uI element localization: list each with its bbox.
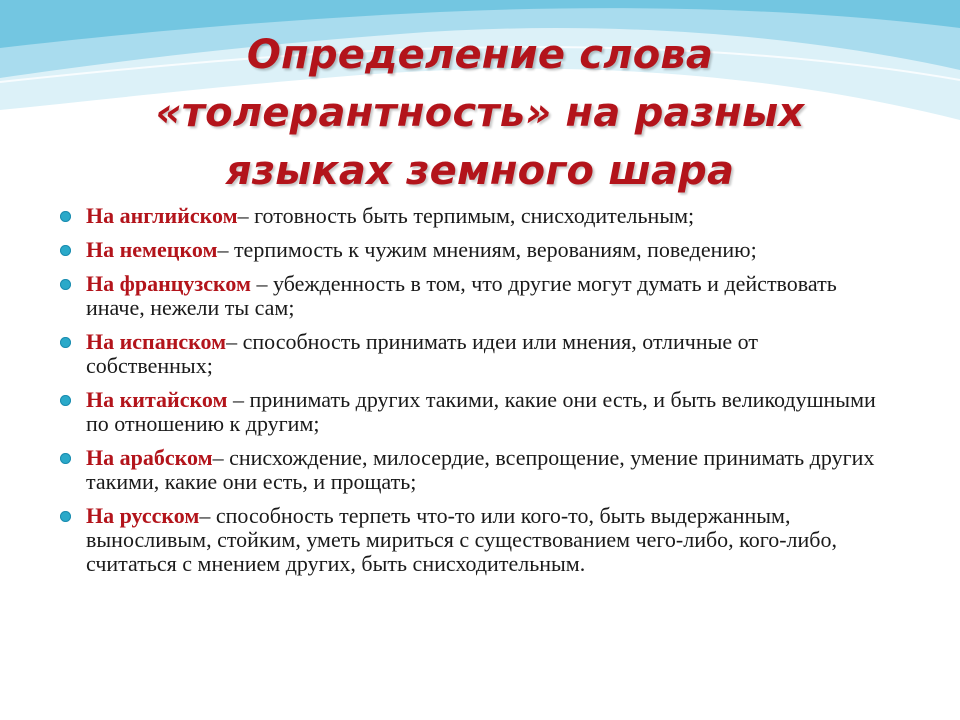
bullet-dot-icon bbox=[60, 511, 71, 522]
slide-title bbox=[80, 26, 880, 200]
definition-text: – снисхождение, милосердие, всепрощение, умение принимать других такими, какие они есть, и прощать; bbox=[86, 445, 875, 494]
language-name: На английском bbox=[86, 203, 238, 228]
definition-item-french bbox=[60, 272, 890, 320]
definition-item-english bbox=[60, 204, 890, 228]
definition-item-german bbox=[60, 238, 890, 262]
bullet-dot-icon bbox=[60, 337, 71, 348]
definition-text: – терпимость к чужим мнениям, верованиям, поведению; bbox=[217, 237, 757, 262]
definition-item-russian bbox=[60, 504, 890, 576]
bullet-dot-icon bbox=[60, 453, 71, 464]
definition-text: – готовность быть терпимым, снисходительным; bbox=[237, 203, 695, 228]
definition-item-spanish bbox=[60, 330, 890, 378]
title-line-2: «толерантность» на разных bbox=[155, 90, 805, 136]
title-line-1: Определение слова bbox=[246, 32, 714, 78]
language-name: На французском bbox=[86, 271, 251, 296]
language-name: На немецком bbox=[86, 237, 218, 262]
language-name: На испанском bbox=[86, 329, 227, 354]
definition-list bbox=[60, 204, 890, 586]
title-line-3: языках земного шара bbox=[225, 148, 735, 194]
definition-text: – способность принимать идеи или мнения, отличные от собственных; bbox=[86, 329, 759, 378]
bullet-dot-icon bbox=[60, 245, 71, 256]
definition-item-chinese bbox=[60, 388, 890, 436]
definition-text: – принимать других такими, какие они есть, и быть великодушными по отношению к другим; bbox=[86, 387, 876, 436]
definition-item-arabic bbox=[60, 446, 890, 494]
language-name: На арабском bbox=[86, 445, 213, 470]
bullet-dot-icon bbox=[60, 395, 71, 406]
bullet-dot-icon bbox=[60, 279, 71, 290]
definition-text: – убежденность в том, что другие могут думать и действовать иначе, нежели ты сам; bbox=[86, 271, 837, 320]
bullet-dot-icon bbox=[60, 211, 71, 222]
definition-text: – способность терпеть что-то или кого-то, быть выдержанным, выносливым, стойким, уметь мириться с существованием чего-либо, кого-либо, считаться с мнением других, быть снисходительным. bbox=[86, 503, 837, 576]
language-name: На китайском bbox=[86, 387, 228, 412]
language-name: На русском bbox=[86, 503, 200, 528]
